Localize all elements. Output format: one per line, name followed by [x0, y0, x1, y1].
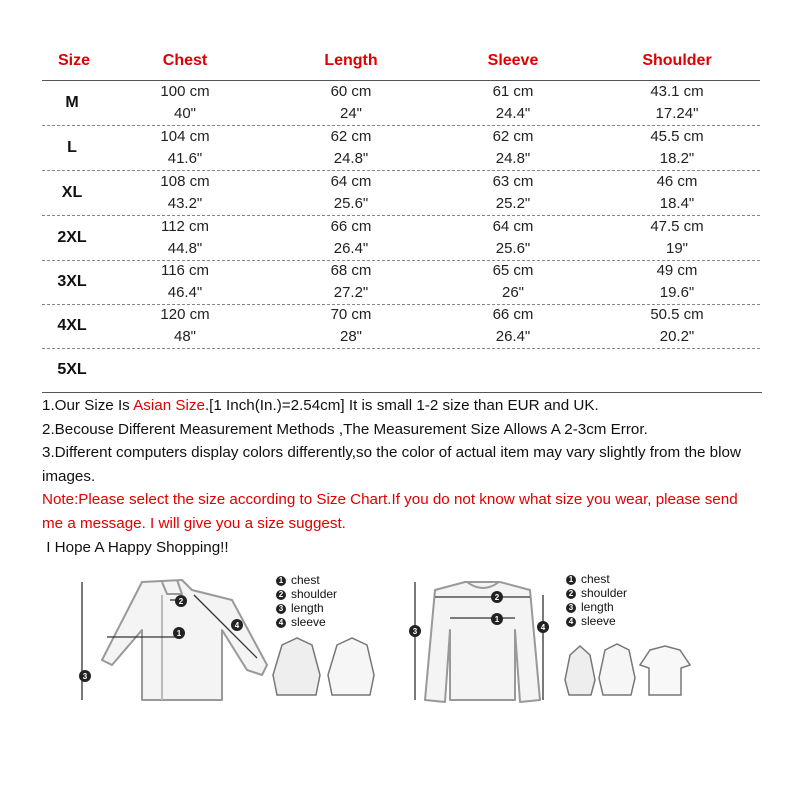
size-label: 4XL: [57, 317, 87, 334]
length-cell: 62 cm 24.8": [330, 128, 372, 167]
svg-text:1: 1: [494, 615, 500, 624]
svg-text:3: 3: [82, 672, 88, 681]
number-badge: 3: [276, 604, 286, 614]
number-badge: 1: [276, 576, 286, 586]
chest-cell: 100 cm 40": [160, 83, 210, 122]
shoulder-cell: 46 cm 18.4": [656, 173, 698, 212]
length-cell: 64 cm 25.6": [330, 173, 372, 212]
svg-text:3: 3: [412, 627, 418, 636]
measure-marker-chest: [173, 627, 185, 639]
header-shoulder: Shoulder: [642, 52, 712, 69]
size-label: L: [67, 139, 77, 156]
shirt-measurement-diagram: [72, 570, 402, 720]
size-label: XL: [61, 184, 83, 201]
table-row: [42, 126, 760, 171]
sleeve-cell: 61 cm 24.4": [492, 83, 534, 122]
table-row: [42, 81, 760, 126]
closing-line: I Hope A Happy Shopping!!: [42, 538, 229, 556]
asian-size-highlight: Asian Size: [133, 397, 205, 414]
table-row: [42, 171, 760, 216]
number-badge: 4: [276, 618, 286, 628]
shoulder-cell: 47.5 cm 19": [650, 218, 704, 257]
number-badge: 1: [566, 575, 576, 585]
table-row: [42, 216, 760, 261]
size-label: 5XL: [57, 361, 87, 378]
number-badge: 2: [566, 589, 576, 599]
header-size: Size: [57, 52, 91, 69]
measure-marker-shoulder: [491, 591, 503, 603]
chest-cell: 112 cm 44.8": [160, 218, 210, 257]
measurement-legend-left: 1 chest 2 shoulder 3 length 4 sleeve: [276, 573, 337, 629]
measure-marker-chest: [491, 613, 503, 625]
table-header: [42, 42, 760, 81]
number-badge: 4: [566, 617, 576, 627]
note-line-3: 3.Different computers display colors differently,so the color of actual item may vary slightly from the blow images.: [42, 444, 741, 485]
measure-marker-shoulder: [175, 595, 187, 607]
chest-cell: 116 cm 46.4": [160, 262, 210, 301]
length-cell: 66 cm 26.4": [330, 218, 372, 257]
length-cell: 60 cm 24": [330, 83, 372, 122]
note-line-2: 2.Becouse Different Measurement Methods ,The Measurement Size Allows A 2-3cm Error.: [42, 420, 648, 438]
chest-cell: 120 cm 48": [160, 306, 210, 345]
length-cell: 68 cm 27.2": [330, 262, 372, 301]
header-sleeve: Sleeve: [487, 52, 539, 69]
size-notes: [42, 392, 762, 559]
svg-text:1: 1: [176, 629, 182, 638]
shoulder-cell: 50.5 cm 20.2": [650, 306, 704, 345]
chest-cell: 108 cm 43.2": [160, 173, 210, 212]
number-badge: 3: [566, 603, 576, 613]
table-row: [42, 348, 760, 392]
measurement-legend-right: 1 chest 2 shoulder 3 length 4 sleeve: [566, 572, 627, 628]
shoulder-cell: 49 cm 19.6": [656, 262, 698, 301]
shoulder-cell: 45.5 cm 18.2": [650, 128, 704, 167]
table-row: [42, 260, 760, 305]
size-selection-note: Note:Please select the size according to Size Chart.If you do not know what size you wear, please send me a message. I will give you a size suggest.: [42, 491, 738, 532]
measure-marker-sleeve: [231, 619, 243, 631]
sleeve-cell: 63 cm 25.2": [492, 173, 534, 212]
measure-marker-length: [409, 625, 421, 637]
size-label: 2XL: [57, 229, 87, 246]
header-chest: Chest: [162, 52, 208, 69]
chest-cell: 104 cm 41.6": [160, 128, 210, 167]
svg-text:2: 2: [494, 593, 500, 602]
sleeve-cell: 65 cm 26": [492, 262, 534, 301]
note-line-1: 1.Our Size Is Asian Size.[1 Inch(In.)=2.54cm] It is small 1-2 size than EUR and UK.: [42, 397, 599, 414]
header-length: Length: [324, 52, 378, 69]
measure-marker-length: [79, 670, 91, 682]
sleeve-cell: 64 cm 25.6": [492, 218, 534, 257]
svg-text:4: 4: [540, 623, 546, 632]
shoulder-cell: 43.1 cm 17.24": [650, 83, 704, 122]
number-badge: 2: [276, 590, 286, 600]
sleeve-cell: 66 cm 26.4": [492, 306, 534, 345]
table-row: [42, 304, 760, 349]
size-label: M: [65, 94, 79, 111]
sleeve-cell: 62 cm 24.8": [492, 128, 534, 167]
measure-marker-sleeve: [537, 621, 549, 633]
length-cell: 70 cm 28": [330, 306, 372, 345]
svg-text:2: 2: [178, 597, 184, 606]
svg-text:4: 4: [234, 621, 240, 630]
size-label: 3XL: [57, 273, 87, 290]
